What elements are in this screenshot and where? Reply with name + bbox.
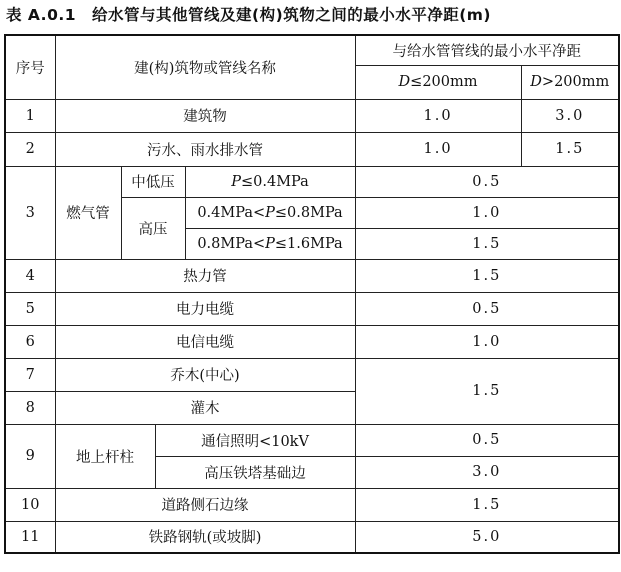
row-seq: 4 <box>5 259 55 292</box>
gas-pressure-high: 高压 <box>121 197 185 259</box>
pressure-range-text: ≤0.4MPa <box>240 173 309 190</box>
row-value-small: 1.0 <box>355 132 521 166</box>
pole-sub-2: 高压铁塔基础边 <box>155 456 355 488</box>
row-value: 5.0 <box>355 521 619 553</box>
row-seq: 2 <box>5 132 55 166</box>
header-d-large-text: >200mm <box>541 74 610 90</box>
table-row <box>5 132 619 166</box>
row-value-small: 1.0 <box>355 99 521 132</box>
table-row <box>5 424 619 456</box>
table-row <box>5 166 619 197</box>
row-value: 1.5 <box>355 358 619 424</box>
row-name: 地上杆柱 <box>55 424 155 488</box>
header-d-large <box>521 65 619 99</box>
gas-pressure-lowmid: 中低压 <box>121 166 185 197</box>
header-name: 建(构)筑物或管线名称 <box>55 35 355 99</box>
pressure-symbol: P <box>265 204 275 221</box>
row-name: 电力电缆 <box>55 292 355 325</box>
row-value: 0.5 <box>355 424 619 456</box>
table-row <box>5 521 619 553</box>
table-row <box>5 292 619 325</box>
row-seq: 7 <box>5 358 55 391</box>
pressure-symbol: P <box>265 235 275 252</box>
row-value: 1.0 <box>355 325 619 358</box>
row-value: 1.5 <box>355 488 619 521</box>
row-value: 3.0 <box>355 456 619 488</box>
pressure-symbol: P <box>231 173 241 190</box>
row-value-large: 1.5 <box>521 132 619 166</box>
row-seq: 5 <box>5 292 55 325</box>
row-value: 1.5 <box>355 259 619 292</box>
row-value-large: 3.0 <box>521 99 619 132</box>
row-seq: 9 <box>5 424 55 488</box>
row-name: 电信电缆 <box>55 325 355 358</box>
pole-sub-1: 通信照明<10kV <box>155 424 355 456</box>
row-value: 1.5 <box>355 228 619 259</box>
header-d-small <box>355 65 521 99</box>
row-name: 燃气管 <box>55 166 121 259</box>
header-d-small-symbol: D <box>398 74 411 90</box>
gas-pressure-range-1 <box>185 166 355 197</box>
row-seq: 3 <box>5 166 55 259</box>
row-seq: 6 <box>5 325 55 358</box>
table-row <box>5 488 619 521</box>
row-name: 污水、雨水排水管 <box>55 132 355 166</box>
row-seq: 1 <box>5 99 55 132</box>
row-name: 铁路钢轨(或坡脚) <box>55 521 355 553</box>
row-name: 灌木 <box>55 391 355 424</box>
row-name: 道路侧石边缘 <box>55 488 355 521</box>
row-name: 建筑物 <box>55 99 355 132</box>
pressure-range-upper: ≤0.8MPa <box>274 204 343 221</box>
row-value: 0.5 <box>355 292 619 325</box>
table-row <box>5 358 619 391</box>
header-distance: 与给水管管线的最小水平净距 <box>355 35 619 65</box>
gas-pressure-range-2 <box>185 197 355 228</box>
table-row <box>5 259 619 292</box>
pressure-range-lower: 0.8MPa< <box>197 235 266 252</box>
row-value: 1.0 <box>355 197 619 228</box>
table-title: 表 A.0.1 给水管与其他管线及建(构)筑物之间的最小水平净距(m) <box>6 6 492 24</box>
table-row <box>5 325 619 358</box>
gas-pressure-range-3 <box>185 228 355 259</box>
table-row <box>5 99 619 132</box>
row-name: 乔木(中心) <box>55 358 355 391</box>
pressure-range-lower: 0.4MPa< <box>197 204 266 221</box>
header-seq: 序号 <box>5 35 55 99</box>
row-name: 热力管 <box>55 259 355 292</box>
pressure-range-upper: ≤1.6MPa <box>274 235 343 252</box>
header-row-1 <box>5 35 619 65</box>
clearance-table <box>4 34 620 554</box>
header-d-small-text: ≤200mm <box>410 74 478 90</box>
header-d-large-symbol: D <box>530 74 542 90</box>
row-value: 0.5 <box>355 166 619 197</box>
row-seq: 8 <box>5 391 55 424</box>
row-seq: 10 <box>5 488 55 521</box>
row-seq: 11 <box>5 521 55 553</box>
